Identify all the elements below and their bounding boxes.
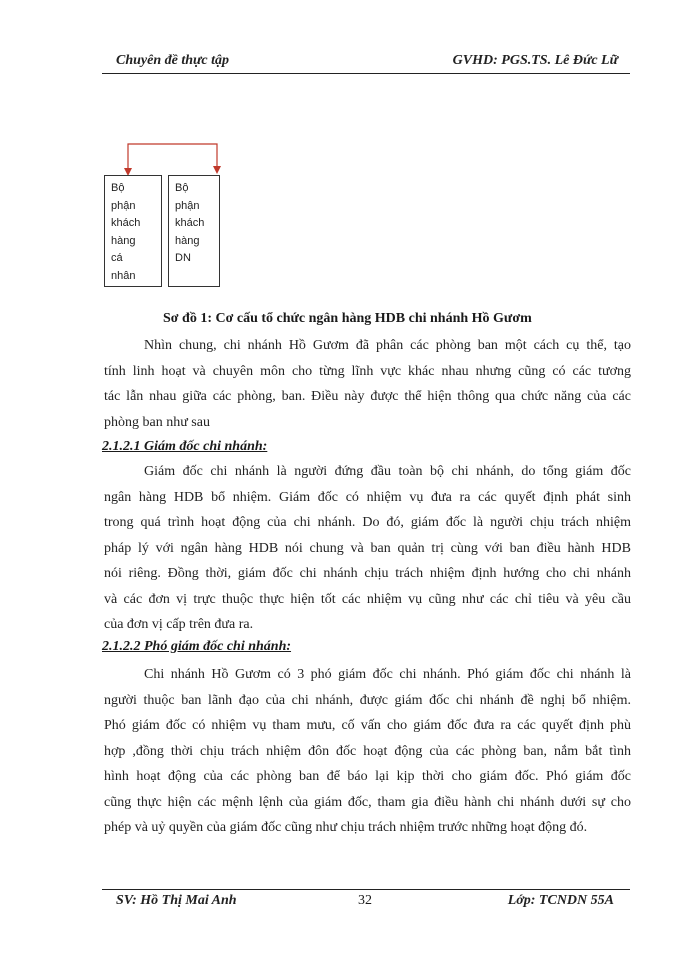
box1-line: khách [111,217,141,229]
section1-line: trong quá trình hoạt động của chi nhánh. Do đó, giám đốc là người chịu trách nhiệm [104,515,631,530]
box2-line: khách [175,217,205,229]
box-individual-customers [104,175,162,287]
box-business-customers [168,175,220,287]
section2-line: người thuộc ban lãnh đạo của chi nhánh, được giám đốc chi nhánh đề nghị bổ nhiệm. [104,692,631,708]
page-number: 32 [358,893,372,908]
header-left: Chuyên đề thực tập [116,53,230,68]
section2-paragraph [104,662,631,841]
box1-line: Bộ [111,182,125,194]
box2-line: phận [175,199,200,212]
section2-line: Chi nhánh Hồ Gươm có 3 phó giám đốc chi nhánh. Phó giám đốc chi nhánh là [144,667,631,682]
section1-line: pháp lý với ngân hàng HDB nói chung và ban quản trị cùng với ban điều hành HDB [104,540,631,556]
section2-line: cũng thực hiện các mệnh lệnh của giám đốc, tham gia điều hành chi nhánh dưới sự cho [104,794,631,810]
diagram-caption: Sơ đồ 1: Cơ cấu tổ chức ngân hàng HDB chi nhánh Hồ Gươm [163,311,532,326]
section2-line: Phó giám đốc có nhiệm vụ tham mưu, cố vấn cho giám đốc đưa ra các quyết định phù [104,718,631,733]
intro-line: Nhìn chung, chi nhánh Hồ Gươm đã phân các phòng ban một cách cụ thể, tạo [144,338,631,353]
box2-line: Bộ [175,182,189,194]
section2-line: phép và uỷ quyền của giám đốc cũng như chịu trách nhiệm trước những hoạt động đó. [104,820,588,835]
box1-line: nhân [111,269,136,282]
section1-line: của đơn vị cấp trên đưa ra. [104,617,254,632]
box2-line: hàng [175,234,200,247]
section1-line: nói riêng. Đồng thời, giám đốc chi nhánh chịu trách nhiệm định hướng cho chi nhánh [104,566,631,581]
section2-line: hình hoạt động của các phòng ban để báo lại kịp thời cho giám đốc. Phó giám đốc [104,769,631,784]
box1-line: cá [111,252,123,264]
arrow-head-right [213,166,221,174]
footer-student: SV: Hồ Thị Mai Anh [116,893,237,908]
org-chart-arrows [100,140,230,180]
intro-paragraph [104,333,631,435]
section2-line: hợp ,đồng thời chịu trách nhiệm đôn đốc hoạt động của các phòng ban, nắm bắt tình [104,743,631,759]
section1-line: và các đơn vị trực thuộc thực hiện tốt các nhiệm vụ cũng như các chỉ tiêu và yêu cầu [104,591,631,607]
box2-line: DN [175,252,191,264]
section1-line: ngân hàng HDB bổ nhiệm. Giám đốc có nhiệm vụ đưa ra các quyết định phát sinh [104,489,631,505]
section-heading-director: 2.1.2.1 Giám đốc chi nhánh: [102,439,268,454]
arrow-connector-line [128,144,217,174]
header-divider [102,73,630,74]
section1-paragraph [104,459,631,638]
intro-line: tính linh hoạt và chuyên môn cho từng lĩnh vực khác nhau nhưng cũng có các tương [104,363,631,379]
box1-line: phận [111,199,136,212]
intro-line: tác lẫn nhau giữa các phòng, ban. Điều này được thể hiện thông qua chức năng của các [104,389,631,404]
footer-class: Lớp: TCNDN 55A [507,893,614,908]
footer-divider [102,889,630,890]
section-heading-deputy-director: 2.1.2.2 Phó giám đốc chi nhánh: [102,639,292,654]
intro-line: phòng ban như sau [104,414,210,430]
box1-line: hàng [111,234,136,247]
section1-line: Giám đốc chi nhánh là người đứng đầu toàn bộ chi nhánh, do tổng giám đốc [144,464,631,479]
header-right: GVHD: PGS.TS. Lê Đức Lữ [452,53,618,68]
